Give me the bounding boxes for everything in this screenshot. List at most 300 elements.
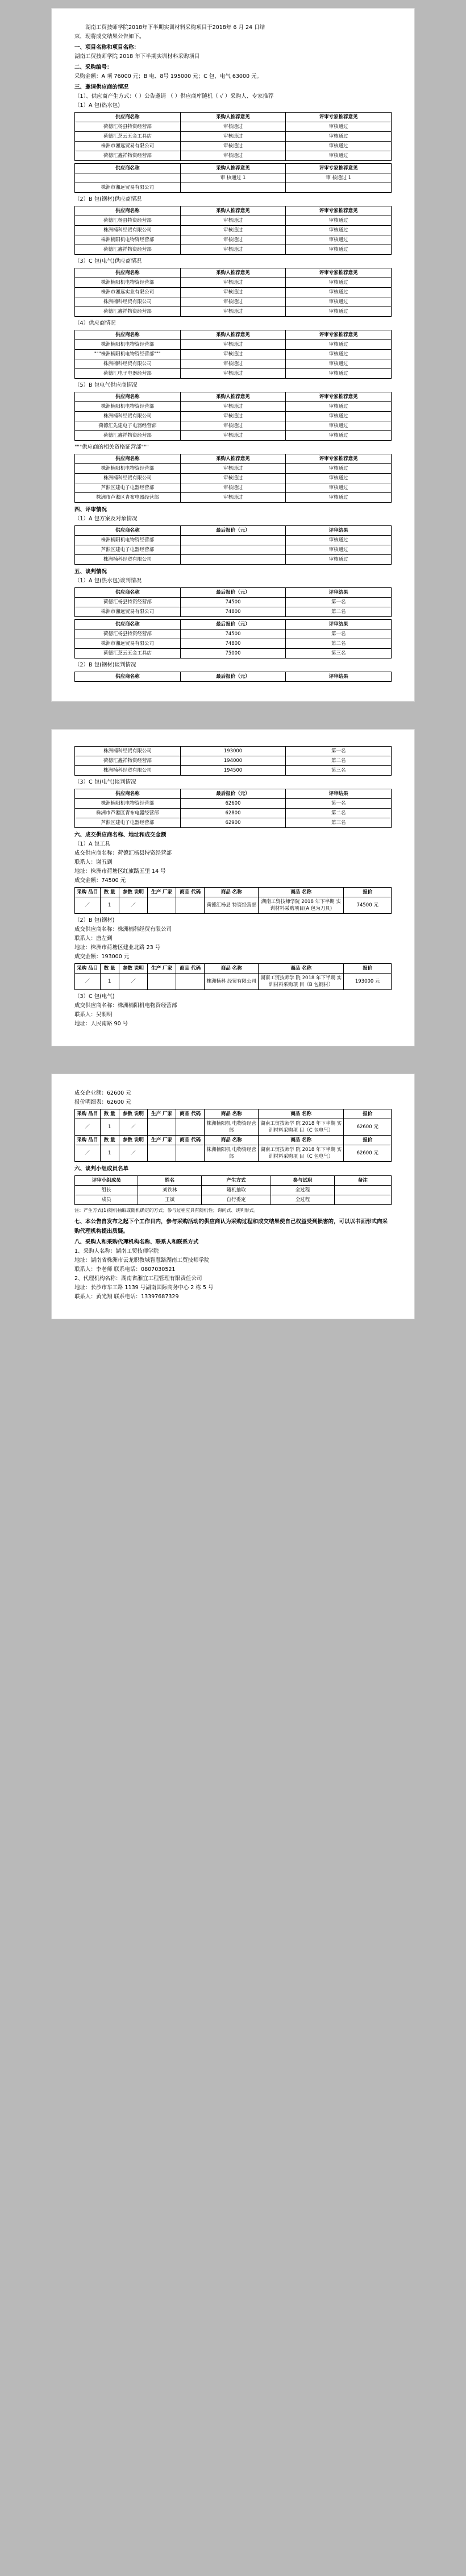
section-c-head: （3）C 包(电气)供应商情况 <box>74 258 142 264</box>
cell-supplier: 荷德汇鑫祥物资经营部 <box>75 307 181 317</box>
cell-price: 62600 <box>180 799 286 809</box>
col-result: 评审结果 <box>286 672 392 682</box>
cell-buyer: 审核通过 <box>180 431 286 441</box>
cell-expert: 审核通过 <box>286 216 392 226</box>
table-item-c1 <box>74 1109 392 1162</box>
cell-supplier: 芦淞区建电子电器经营部 <box>75 483 181 493</box>
section-e-head: （5）B 包电气供应商情况 <box>74 382 138 388</box>
cell-expert: 审核通过 <box>286 132 392 142</box>
cell-expert: 审核通过 <box>286 359 392 369</box>
col-supplier-name: 供应商名称 <box>75 454 181 464</box>
cell-buyer: 审核通过 <box>180 307 286 317</box>
col-goods-desc: 商品 名称 <box>259 888 344 897</box>
winner-a-contact: 联系人：谢五到 <box>74 859 113 865</box>
cell-supplier: 荷德汇杨县特资经营部 <box>75 122 181 132</box>
table-header-row <box>75 330 392 340</box>
table-b-suppliers <box>74 206 392 255</box>
cell-result: 第二名 <box>286 756 392 766</box>
cell-supplier: """株洲楠阳机电物资经营部""" <box>75 350 181 359</box>
table-row <box>75 639 392 649</box>
col-code: 商品 代码 <box>176 888 205 897</box>
cell-expert <box>286 183 392 193</box>
table-header-row <box>75 588 392 598</box>
cell-supplier: 荷德汇芝云五金工具店 <box>75 649 181 659</box>
cell-result: 第二名 <box>286 607 392 617</box>
cell-result: 第三名 <box>286 818 392 828</box>
cell-price: 75000 <box>180 649 286 659</box>
winner-b-contact: 联系人：唐左到 <box>74 935 113 942</box>
section-7-head: 六、谈判小组成员名单 <box>74 1166 129 1172</box>
cell-goods-desc: 湖南工贸技师学 院 2018 年下半期 实训材料采购项 目（B 包钢材） <box>259 974 344 990</box>
cell-buyer <box>180 183 286 193</box>
cell-expert: 审核通过 <box>286 151 392 161</box>
cell-result: 第一名 <box>286 747 392 756</box>
table-item-b <box>74 963 392 990</box>
section-d-head: （4）供应商情况 <box>74 320 116 326</box>
cell-supplier: 株洲楠科经贸有限公司 <box>75 412 181 421</box>
cell-expert: 审核通过 <box>286 278 392 288</box>
cell-maker <box>148 1119 176 1136</box>
sheet-1 <box>51 8 415 702</box>
winner-c-contact: 联系人：吴朝明 <box>74 1012 113 1018</box>
table-row <box>75 649 392 659</box>
table-row <box>75 1195 392 1205</box>
table-row <box>75 288 392 297</box>
cell-code <box>176 974 205 990</box>
panel-note: 注：产生方式(1)随机抽取或随机确定的方式；参与过程应具有随机性；询问式、谈判形式。 <box>74 1208 259 1213</box>
col-expert-opinion: 评审专家推荐意见 <box>286 206 392 216</box>
cell-buyer: 审核通过 <box>180 142 286 151</box>
col-expert-opinion: 评审专家推荐意见 <box>286 113 392 122</box>
cell-spec: ／ <box>119 897 147 914</box>
cell-code <box>176 897 205 914</box>
title-line-1: 湖南工贸技师学院2018年下半期实训材料采购项目于2018年 6 月 24 日结 <box>85 24 265 31</box>
col-buyer-opinion: 采购人推荐意见 <box>180 206 286 216</box>
col-final-price: 最后报价（元） <box>180 588 286 598</box>
cell-goods-desc: 湖南工贸技师学院 2018 年下半期 实训材料采购项目(A 包为刀具) <box>259 897 344 914</box>
section-5-a-head: （1）A 包(热水包)谈判情况 <box>74 578 142 584</box>
cell-supplier: 株洲楠阳机电物资经营部 <box>75 536 181 545</box>
cell-result: 第二名 <box>286 639 392 649</box>
cell-supplier: 荷德汇鑫祥物资经营部 <box>75 151 181 161</box>
cell-price: 62900 <box>180 818 286 828</box>
table-header-row <box>75 789 392 799</box>
table-header-row <box>75 526 392 536</box>
winner-a-address: 地址：株洲市荷塘区红旗路五里 14 号 <box>74 868 166 875</box>
cell-expert: 审核通过 <box>286 297 392 307</box>
cell-remark <box>334 1186 391 1195</box>
cell-code <box>176 1119 205 1136</box>
cell-supplier: 荷德汇电子电器经营部 <box>75 369 181 379</box>
col-supplier-name: 供应商名称 <box>75 268 181 278</box>
col-maker: 生产 厂家 <box>148 1136 176 1145</box>
col-goods-name: 商品 名称 <box>205 964 259 974</box>
table-row <box>75 464 392 474</box>
cell-expert: 审核通过 <box>286 307 392 317</box>
cell-result: 第三名 <box>286 649 392 659</box>
winner-c-name: 成交供应商名称：株洲楠阳机电物资经营部 <box>74 1003 177 1009</box>
cell-supplier: 株洲楠科经贸有限公司 <box>75 766 181 776</box>
cell-buyer: 审核通过 <box>180 421 286 431</box>
cell-supplier: 荷德汇芝云五金工具店 <box>75 132 181 142</box>
cell-expert: 审核通过 <box>286 350 392 359</box>
winner-c-detail: 报价明细表：62600 元 <box>74 1099 131 1105</box>
cell-supplier: 株洲市湘远贸易有限公司 <box>75 183 181 193</box>
table-row <box>75 278 392 288</box>
cell-participation: 全过程 <box>271 1195 334 1205</box>
table-f-suppliers <box>74 454 392 503</box>
title-line-2: 束，现将成交结果公告如下。 <box>74 34 145 40</box>
table-eval-a <box>74 525 392 565</box>
cell-buyer: 审核通过 <box>180 226 286 235</box>
buyer-contact: 联系人：李老师 联系电话：0807030521 <box>74 1266 176 1273</box>
table-header-row <box>75 392 392 402</box>
agency-contact: 联系人：黄光翔 联系电话：13397687329 <box>74 1294 179 1300</box>
cell-expert: 审核通过 <box>286 288 392 297</box>
cell-price: 74500 <box>180 598 286 607</box>
cell-role: 成员 <box>75 1195 138 1205</box>
cell-buyer: 审核通过 <box>180 464 286 474</box>
col-qty: 数 量 <box>100 1136 119 1145</box>
section-6-head: 六、成交供应商名称、地址和成交金额 <box>74 832 167 838</box>
col-final-price: 最后报价（元） <box>180 672 286 682</box>
table-row <box>75 402 392 412</box>
cell-expert: 审核通过 <box>286 431 392 441</box>
cell-goods-name: 株洲楠科 经贸有限公司 <box>205 974 259 990</box>
sheet-2 <box>51 729 415 1046</box>
cell-price: 74800 <box>180 607 286 617</box>
col-supplier-name: 供应商名称 <box>75 164 181 173</box>
section-1-line: 湖南工贸技师学院 2018 年下半期实训材料采购项目 <box>74 53 200 60</box>
cell-buyer: 审核通过 <box>180 359 286 369</box>
top-band <box>0 0 466 8</box>
table-row <box>75 545 392 555</box>
cell-spec: ／ <box>119 974 147 990</box>
page-gap-1 <box>0 714 466 729</box>
winner-b-amount: 成交金额：193000 元 <box>74 954 130 960</box>
table-item-a <box>74 887 392 914</box>
col-price: 报价 <box>344 1109 392 1119</box>
cell-supplier: 株洲市芦淞区青布电器经营部 <box>75 493 181 503</box>
col-maker: 生产 厂家 <box>148 888 176 897</box>
col-participation: 参与试职 <box>271 1176 334 1186</box>
section-9-head: 八、采购人和采购代理机构名称、联系人和联系方式 <box>74 1239 199 1245</box>
table-row <box>75 142 392 151</box>
table-header-row <box>75 454 392 464</box>
cell-buyer: 审核通过 <box>180 493 286 503</box>
cell-expert: 审核通过 <box>286 245 392 255</box>
cell-expert: 审核通过 <box>286 226 392 235</box>
table-bid-b-header-only <box>74 672 392 682</box>
col-buyer-opinion: 采购人推荐意见 <box>180 164 286 173</box>
col-role: 评审小组成员 <box>75 1176 138 1186</box>
cell-expert: 审核通过 <box>286 235 392 245</box>
cell-expert: 审核通过 <box>286 474 392 483</box>
cell-item: ／ <box>75 897 101 914</box>
table-row <box>75 122 392 132</box>
col-qty: 数 量 <box>100 888 119 897</box>
cell-price: 193000 元 <box>344 974 392 990</box>
table-header-row <box>75 268 392 278</box>
cell-supplier: 株洲楠阳机电物资经营部 <box>75 799 181 809</box>
cell-goods-desc: 湖南工贸技师学 院 2018 年下半期 实训材料采购项 目（C 包电气） <box>259 1119 344 1136</box>
page-gap-2 <box>0 1059 466 1074</box>
agency-address: 地址：长沙市车工路 1139 号湖南国际商务中心 2 栋 5 号 <box>74 1285 214 1291</box>
col-expert-opinion: 评审专家推荐意见 <box>286 268 392 278</box>
table-row <box>75 173 392 183</box>
col-result: 评审结果 <box>286 588 392 598</box>
col-item: 采购 品目 <box>75 888 101 897</box>
section-5-c-head: （3）C 包(电气)谈判情况 <box>74 779 136 785</box>
col-goods-desc: 商品 名称 <box>259 1109 344 1119</box>
cell-price: 62800 <box>180 809 286 818</box>
cell-buyer: 审核通过 <box>180 340 286 350</box>
cell-item: ／ <box>75 974 101 990</box>
cell-price: 194500 <box>180 766 286 776</box>
cell-buyer: 审核通过 <box>180 278 286 288</box>
col-price: 报价 <box>344 964 392 974</box>
table-row <box>75 474 392 483</box>
cell-result: 审核通过 <box>286 536 392 545</box>
cell-buyer: 审核通过 <box>180 122 286 132</box>
cell-code <box>176 1145 205 1162</box>
table-bid-a <box>74 587 392 617</box>
winner-a-name: 成交供应商名称：荷德汇杨县特资经营部 <box>74 850 172 856</box>
table-row <box>75 412 392 421</box>
cell-supplier: 荷德汇先建电子电器经营部 <box>75 421 181 431</box>
section-5-head: 五、谈判情况 <box>74 569 107 575</box>
col-expert-opinion: 评审专家推荐意见 <box>286 164 392 173</box>
col-goods-desc: 商品 名称 <box>259 964 344 974</box>
cell-buyer: 审核通过 <box>180 288 286 297</box>
cell-supplier: 荷德汇鑫祥物资经营部 <box>75 245 181 255</box>
col-supplier-name: 供应商名称 <box>75 620 181 629</box>
cell-supplier: 株洲楠科经贸有限公司 <box>75 359 181 369</box>
table-row <box>75 598 392 607</box>
cell-item: ／ <box>75 1145 101 1162</box>
cell-maker <box>148 897 176 914</box>
cell-expert: 审核通过 <box>286 483 392 493</box>
col-final-price: 最后报价（元） <box>180 789 286 799</box>
cell-name: 王斌 <box>138 1195 201 1205</box>
cell-qty: 1 <box>100 1119 119 1136</box>
cell-expert: 审核通过 <box>286 412 392 421</box>
col-code: 商品 代码 <box>176 1109 205 1119</box>
col-spec: 参数 说明 <box>119 964 147 974</box>
cell-result: 第一名 <box>286 629 392 639</box>
col-supplier-name: 供应商名称 <box>75 392 181 402</box>
cell-expert: 审核通过 <box>286 421 392 431</box>
col-spec: 参数 说明 <box>119 1136 147 1145</box>
cell-supplier: 株洲市芦淞区青布电器经营部 <box>75 809 181 818</box>
section-6-c-head: （3）C 包(电气) <box>74 993 115 1000</box>
cell-expert: 审核通过 <box>286 493 392 503</box>
cell-price: 62600 元 <box>344 1119 392 1136</box>
cell-role: 组长 <box>75 1186 138 1195</box>
col-remark: 备注 <box>334 1176 391 1186</box>
cell-buyer: 审核通过 <box>180 369 286 379</box>
col-name: 姓名 <box>138 1176 201 1186</box>
cell-buyer: 审核通过 <box>180 216 286 226</box>
col-goods-name: 商品 名称 <box>205 1109 259 1119</box>
table-row <box>75 340 392 350</box>
winner-c-amount: 成交企业额：62600 元 <box>74 1090 131 1096</box>
table-header-row <box>75 888 392 897</box>
section-f-head: """供应商的相关资格证营部""" <box>74 444 149 450</box>
table-header-row <box>75 964 392 974</box>
cell-expert: 审核通过 <box>286 464 392 474</box>
table-header-row <box>75 113 392 122</box>
col-item: 采购 品目 <box>75 1136 101 1145</box>
cell-supplier: 株洲楠阳机电物资经营部 <box>75 464 181 474</box>
table-panel <box>74 1175 392 1205</box>
col-buyer-opinion: 采购人推荐意见 <box>180 392 286 402</box>
col-supplier-name: 供应商名称 <box>75 526 181 536</box>
table-e-suppliers <box>74 392 392 441</box>
agency-name: 2、代理机构名称：湖南省湘宜工程管理有限责任公司 <box>74 1275 202 1282</box>
cell-result: 第二名 <box>286 809 392 818</box>
col-expert-opinion: 评审专家推荐意见 <box>286 392 392 402</box>
cell-goods-desc: 湖南工贸技师学 院 2018 年下半期 实训材料采购项 目（C 包电气） <box>259 1145 344 1162</box>
table-header-row <box>75 1109 392 1119</box>
section-1-head: 一、项目名称和项目名称： <box>74 44 140 51</box>
table-row <box>75 431 392 441</box>
cell-supplier: 荷德汇杨县特资经营部 <box>75 598 181 607</box>
cell-price: 193000 <box>180 747 286 756</box>
cell-price <box>180 545 286 555</box>
cell-buyer: 审核通过 <box>180 245 286 255</box>
section-4-line: （1）A 包方案及对象情况 <box>74 516 138 522</box>
cell-supplier: 株洲楠科经贸有限公司 <box>75 555 181 565</box>
cell-spec: ／ <box>119 1119 147 1136</box>
cell-qty: 1 <box>100 974 119 990</box>
table-row <box>75 226 392 235</box>
cell-supplier: 株洲楠科经贸有限公司 <box>75 297 181 307</box>
col-buyer-opinion: 采购人推荐意见 <box>180 113 286 122</box>
cell-price: 62600 元 <box>344 1145 392 1162</box>
table-d-suppliers <box>74 330 392 379</box>
section-3-head: 三、邀请供应商的情况 <box>74 84 129 90</box>
cell-price: 74500 元 <box>344 897 392 914</box>
cell-result: 审核通过 <box>286 545 392 555</box>
col-method: 产生方式 <box>201 1176 271 1186</box>
col-expert-opinion: 评审专家推荐意见 <box>286 454 392 464</box>
table-header-row <box>75 164 392 173</box>
cell-buyer: 审核通过 <box>180 483 286 493</box>
table-header-row <box>75 1176 392 1186</box>
cell-supplier: 芦淞区建电子电器经营部 <box>75 818 181 828</box>
cell-supplier: 株洲楠科经贸有限公司 <box>75 474 181 483</box>
cell-supplier: 株洲楠阳机电物资经营部 <box>75 278 181 288</box>
page-gap-3 <box>0 1332 466 1347</box>
table-row <box>75 132 392 142</box>
cell-method: 随机抽取 <box>201 1186 271 1195</box>
col-maker: 生产 厂家 <box>148 964 176 974</box>
col-final-price: 最后报价（元） <box>180 526 286 536</box>
section-3-line-2: （1）A 包(热水包) <box>74 102 120 109</box>
cell-expert: 审 核通过 1 <box>286 173 392 183</box>
col-result: 评审结果 <box>286 620 392 629</box>
col-qty: 数 量 <box>100 1109 119 1119</box>
table-row <box>75 369 392 379</box>
table-row <box>75 216 392 226</box>
cell-result: 审核通过 <box>286 555 392 565</box>
table-row <box>75 536 392 545</box>
col-goods-name: 商品 名称 <box>205 888 259 897</box>
table-row <box>75 1145 392 1162</box>
cell-supplier: 荷德汇鑫祥物资经营部 <box>75 756 181 766</box>
cell-buyer: 审核通过 <box>180 151 286 161</box>
cell-qty: 1 <box>100 1145 119 1162</box>
table-row <box>75 799 392 809</box>
col-supplier-name: 供应商名称 <box>75 330 181 340</box>
cell-buyer: 审核通过 <box>180 402 286 412</box>
table-row <box>75 818 392 828</box>
cell-supplier: 株洲市湘远贸易有限公司 <box>75 639 181 649</box>
cell-buyer: 审 核通过 1 <box>180 173 286 183</box>
table-row <box>75 359 392 369</box>
col-item: 采购 品目 <box>75 1109 101 1119</box>
cell-supplier: 株洲楠科经贸有限公司 <box>75 226 181 235</box>
table-row <box>75 483 392 493</box>
col-buyer-opinion: 采购人推荐意见 <box>180 330 286 340</box>
table-row <box>75 297 392 307</box>
table-row <box>75 809 392 818</box>
cell-supplier: 株洲楠阳机电物资经营部 <box>75 402 181 412</box>
col-price: 报价 <box>344 888 392 897</box>
table-header-row <box>75 672 392 682</box>
cell-method: 自行委定 <box>201 1195 271 1205</box>
table-row <box>75 747 392 756</box>
table-row <box>75 1186 392 1195</box>
table-row <box>75 1119 392 1136</box>
table-row <box>75 629 392 639</box>
cell-supplier: 荷德汇杨县特资经营部 <box>75 629 181 639</box>
col-final-price: 最后报价（元） <box>180 620 286 629</box>
cell-name: 刘铁林 <box>138 1186 201 1195</box>
table-row <box>75 183 392 193</box>
winner-b-name: 成交供应商名称：株洲楠科经贸有限公司 <box>74 926 172 933</box>
table-header-row <box>75 206 392 216</box>
table-a-suppliers <box>74 112 392 161</box>
cell-maker <box>148 974 176 990</box>
col-supplier-name: 供应商名称 <box>75 588 181 598</box>
section-6-b-head: （2）B 包(钢材) <box>74 917 115 923</box>
cell-supplier: 株洲楠阳机电物资经营部 <box>75 235 181 245</box>
cell-remark <box>334 1195 391 1205</box>
cell-result: 第三名 <box>286 766 392 776</box>
cell-buyer: 审核通过 <box>180 235 286 245</box>
cell-supplier: 株洲市湘远贸易有限公司 <box>75 142 181 151</box>
winner-b-address: 地址：株洲市荷塘区建业北路 23 号 <box>74 945 161 951</box>
cell-participation: 全过程 <box>271 1186 334 1195</box>
table-row <box>75 493 392 503</box>
cell-buyer: 审核通过 <box>180 297 286 307</box>
col-goods-desc: 商品 名称 <box>259 1136 344 1145</box>
cell-supplier: 株洲市湘远实业有限公司 <box>75 288 181 297</box>
table-row <box>75 756 392 766</box>
col-expert-opinion: 评审专家推荐意见 <box>286 330 392 340</box>
winner-a-amount: 成交金额：74500 元 <box>74 877 126 884</box>
cell-expert: 审核通过 <box>286 142 392 151</box>
table-row <box>75 555 392 565</box>
col-spec: 参数 说明 <box>119 1109 147 1119</box>
cell-supplier: 荷德汇鑫祥物资经营部 <box>75 431 181 441</box>
table-row <box>75 607 392 617</box>
table-bid-b <box>74 746 392 776</box>
table-row <box>75 350 392 359</box>
table-row <box>75 307 392 317</box>
